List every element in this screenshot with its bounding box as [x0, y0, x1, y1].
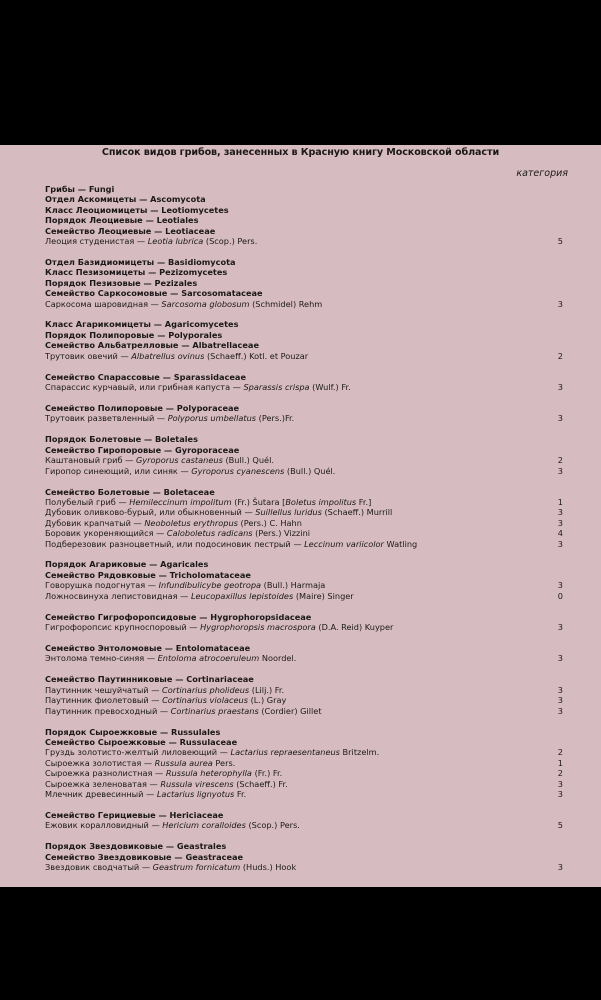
- species-name: Сыроежка разнолистная —: [45, 768, 166, 779]
- document-title: Список видов грибов, занесенных в Красную книгу Московской области: [101, 147, 500, 158]
- taxon-heading-text: Семейство Гигрофоропсидовые — Hygrophoropsidaceae: [45, 611, 312, 622]
- author-citation: (Schaeff.) Kotl. et Pouzar: [204, 350, 309, 361]
- taxon-heading-text: Порядок Агариковые — Agaricales: [45, 559, 209, 570]
- species-row: [45, 758, 563, 768]
- taxon-heading-text: Порядок Сыроежковые — Russulales: [45, 726, 221, 737]
- synonym-author: Fr.]: [356, 496, 372, 507]
- latin-name: Entoloma atrocoeruleum: [157, 653, 260, 664]
- species-row: [45, 747, 563, 757]
- category-value: 3: [557, 580, 563, 591]
- latin-name: Leccinum variicolor: [304, 538, 384, 549]
- latin-name: Polyporus umbellatus: [167, 413, 257, 424]
- category-value: 3: [557, 684, 563, 695]
- taxon-heading: [45, 257, 563, 267]
- species-row: [45, 497, 563, 507]
- author-citation: (L.) Gray: [247, 695, 287, 706]
- author-citation: Noordel.: [259, 653, 297, 664]
- species-name: Паутинник фиолетовый —: [45, 695, 163, 706]
- taxon-heading-text: Класс Пезизомицеты — Pezizomycetes: [45, 267, 228, 278]
- category-value: 1: [557, 757, 563, 768]
- species-row: [45, 779, 563, 789]
- latin-name: Sarcosoma globosum: [161, 298, 250, 309]
- species-row: [45, 299, 563, 309]
- taxon-heading: [45, 841, 563, 851]
- author-citation: Pers.: [212, 757, 236, 768]
- category-value: 3: [557, 788, 563, 799]
- category-value: 2: [557, 455, 563, 466]
- taxon-heading-text: Семейство Спарассовые — Sparassidaceae: [45, 371, 247, 382]
- category-value: 5: [557, 820, 563, 831]
- author-citation: (Cordier) Gillet: [258, 705, 322, 716]
- species-name: Подберезовик разноцветный, или подосиновик пестрый —: [45, 538, 305, 549]
- author-citation: (Wulf.) Fr.: [309, 382, 351, 393]
- latin-name: Albatrellus ovinus: [131, 350, 205, 361]
- category-column-header: категория: [516, 168, 568, 179]
- category-value: 2: [557, 768, 563, 779]
- category-value: 2: [557, 747, 563, 758]
- author-citation: (Lilj.) Fr.: [249, 684, 285, 695]
- taxon-heading: [45, 570, 563, 580]
- species-row: [45, 685, 563, 695]
- species-row: [45, 706, 563, 716]
- category-value: 3: [557, 622, 563, 633]
- category-value: 3: [557, 538, 563, 549]
- author-citation: (Pers.) Vizzini: [252, 528, 311, 539]
- category-value: 1: [557, 496, 563, 507]
- species-name: Млечник древесинный —: [45, 788, 157, 799]
- species-row: [45, 591, 563, 601]
- latin-name: Leotia lubrica: [147, 235, 204, 246]
- category-value: 3: [557, 705, 563, 716]
- species-list: [45, 184, 563, 883]
- author-citation: (Schaeff.) Fr.: [233, 778, 288, 789]
- latin-name: Hemileccinum impolitum: [129, 496, 232, 507]
- species-row: [45, 695, 563, 705]
- species-row: [45, 518, 563, 528]
- category-value: 3: [557, 778, 563, 789]
- species-name: Трутовик разветвленный —: [45, 413, 168, 424]
- species-name: Ежовик коралловидный —: [45, 820, 163, 831]
- taxon-group: [45, 403, 563, 424]
- species-name: Ложносвинуха лепистовидная —: [45, 590, 191, 601]
- species-row: [45, 382, 563, 392]
- author-citation: (Pers.) C. Hahn: [237, 517, 302, 528]
- taxon-heading-text: Семейство Паутинниковые — Cortinariaceae: [45, 674, 254, 685]
- species-name: Каштановый гриб —: [45, 455, 136, 466]
- taxon-heading: [45, 278, 563, 288]
- species-name: Говорушка подогнутая —: [45, 580, 159, 591]
- species-name: Груздь золотисто-желтый лиловеющий —: [45, 747, 231, 758]
- taxon-heading-text: Порядок Пезизовые — Pezizales: [45, 277, 198, 288]
- author-citation: (Maire) Singer: [293, 590, 354, 601]
- category-value: 3: [557, 695, 563, 706]
- taxon-group: [45, 810, 563, 831]
- species-row: [45, 236, 563, 246]
- category-value: 3: [557, 465, 563, 476]
- synonym-latin-name: Boletus impolitus: [285, 496, 357, 507]
- taxon-heading: [45, 487, 563, 497]
- taxon-heading: [45, 852, 563, 862]
- species-name: Дубовик оливково-бурый, или обыкновенный —: [45, 507, 256, 518]
- latin-name: Geastrum fornicatum: [152, 862, 241, 873]
- latin-name: Lactarius repraesentaneus: [230, 747, 340, 758]
- latin-name: Infundibulicybe geotropa: [158, 580, 262, 591]
- taxon-group: [45, 372, 563, 393]
- species-name: Сыроежка золотистая —: [45, 757, 155, 768]
- taxon-group: [45, 612, 563, 633]
- species-row: [45, 768, 563, 778]
- author-citation: (Pers.)Fr.: [256, 413, 295, 424]
- taxon-heading: [45, 674, 563, 684]
- latin-name: Russula heterophylla: [165, 768, 252, 779]
- author-citation: (Scop.) Pers.: [203, 235, 258, 246]
- author-citation: (Schaeff.) Murrill: [321, 507, 393, 518]
- category-value: 0: [557, 590, 563, 601]
- document-page: [0, 145, 601, 887]
- category-value: 3: [557, 507, 563, 518]
- author-citation: (Schmidel) Rehm: [249, 298, 323, 309]
- taxon-group: [45, 674, 563, 716]
- taxon-heading: [45, 184, 563, 194]
- taxon-group: [45, 559, 563, 601]
- species-row: [45, 580, 563, 590]
- author-citation: (Fr.) Šutara [: [231, 496, 286, 507]
- taxon-heading-text: Семейство Альбатрелловые — Albatrellaceae: [45, 340, 260, 351]
- species-row: [45, 789, 563, 799]
- taxon-heading-text: Семейство Рядовковые — Tricholomataceae: [45, 569, 251, 580]
- latin-name: Suillellus luridus: [255, 507, 322, 518]
- species-name: Сыроежка зеленоватая —: [45, 778, 161, 789]
- species-row: [45, 413, 563, 423]
- taxon-heading: [45, 737, 563, 747]
- latin-name: Hygrophoropsis macrospora: [200, 622, 316, 633]
- author-citation: (D.A. Reid) Kuyper: [315, 622, 394, 633]
- taxon-heading-text: Семейство Леоциевые — Leotiaceae: [45, 225, 216, 236]
- species-row: [45, 622, 563, 632]
- taxon-heading: [45, 288, 563, 298]
- species-row: [45, 653, 563, 663]
- taxon-heading-text: Отдел Аскомицеты — Ascomycota: [45, 194, 206, 205]
- taxon-heading-text: Семейство Сыроежковые — Russulaceae: [45, 736, 238, 747]
- taxon-heading-text: Порядок Леоциевые — Leotiales: [45, 215, 199, 226]
- taxon-heading: [45, 226, 563, 236]
- taxon-heading: [45, 319, 563, 329]
- latin-name: Hericium coralloides: [162, 820, 246, 831]
- author-citation: (Bull.) Quél.: [222, 455, 274, 466]
- category-value: 2: [557, 350, 563, 361]
- taxon-group: [45, 319, 563, 361]
- species-row: [45, 351, 563, 361]
- taxon-group: [45, 727, 563, 800]
- author-citation: (Bull.) Harmaja: [261, 580, 326, 591]
- latin-name: Caloboletus radicans: [166, 528, 253, 539]
- species-row: [45, 455, 563, 465]
- latin-name: Russula aurea: [154, 757, 213, 768]
- taxon-heading-text: Грибы — Fungi: [45, 184, 115, 194]
- taxon-heading-text: Порядок Звездовиковые — Geastrales: [45, 841, 227, 852]
- latin-name: Sparassis crispa: [243, 382, 310, 393]
- taxon-heading: [45, 330, 563, 340]
- taxon-heading: [45, 194, 563, 204]
- species-row: [45, 539, 563, 549]
- taxon-heading-text: Отдел Базидиомицеты — Basidiomycota: [45, 256, 236, 267]
- species-name: Леоция студенистая —: [45, 235, 148, 246]
- species-name: Гиропор синеющий, или синяк —: [45, 465, 192, 476]
- author-citation: (Scop.) Pers.: [245, 820, 300, 831]
- taxon-heading-text: Семейство Звездовиковые — Geastraceae: [45, 851, 244, 862]
- latin-name: Cortinarius praestans: [170, 705, 259, 716]
- taxon-heading: [45, 643, 563, 653]
- author-citation: (Bull.) Quél.: [284, 465, 336, 476]
- latin-name: Gyroporus cyanescens: [191, 465, 285, 476]
- taxon-group: [45, 257, 563, 309]
- taxon-heading: [45, 559, 563, 569]
- category-value: 3: [557, 862, 563, 873]
- taxon-group: [45, 841, 563, 872]
- species-row: [45, 507, 563, 517]
- author-citation: Britzelm.: [339, 747, 380, 758]
- species-name: Полубелый гриб —: [45, 496, 130, 507]
- taxon-heading-text: Порядок Болетовые — Boletales: [45, 434, 198, 445]
- latin-name: Gyroporus castaneus: [135, 455, 223, 466]
- latin-name: Cortinarius pholideus: [162, 684, 250, 695]
- latin-name: Neoboletus erythropus: [144, 517, 238, 528]
- taxon-heading: [45, 810, 563, 820]
- species-name: Паутинник превосходный —: [45, 705, 171, 716]
- category-value: 5: [557, 235, 563, 246]
- category-value: 3: [557, 298, 563, 309]
- species-name: Дубовик крапчатый —: [45, 517, 145, 528]
- taxon-heading-text: Семейство Полипоровые — Polyporaceae: [45, 403, 240, 414]
- taxon-heading-text: Семейство Энтоломовые — Entolomataceae: [45, 643, 251, 654]
- species-name: Саркосома шаровидная —: [45, 298, 162, 309]
- taxon-heading: [45, 215, 563, 225]
- species-row: [45, 528, 563, 538]
- species-name: Паутинник чешуйчатый —: [45, 684, 163, 695]
- species-name: Трутовик овечий —: [45, 350, 132, 361]
- category-value: 4: [557, 528, 563, 539]
- species-row: [45, 466, 563, 476]
- category-value: 3: [557, 517, 563, 528]
- latin-name: Lactarius lignyotus: [156, 788, 235, 799]
- category-value: 3: [557, 382, 563, 393]
- latin-name: Russula virescens: [160, 778, 234, 789]
- latin-name: Leucopaxillus lepistoides: [190, 590, 294, 601]
- taxon-heading-text: Семейство Саркосомовые — Sarcosomataceae: [45, 288, 263, 299]
- latin-name: Cortinarius violaceus: [162, 695, 248, 706]
- category-value: 3: [557, 653, 563, 664]
- category-value: 3: [557, 413, 563, 424]
- species-name: Боровик укореняющийся —: [45, 528, 167, 539]
- taxon-heading-text: Класс Агарикомицеты — Agaricomycetes: [45, 319, 239, 330]
- species-name: Звездовик сводчатый —: [45, 862, 153, 873]
- taxon-heading: [45, 267, 563, 277]
- species-name: Спарассис курчавый, или грибная капуста —: [45, 382, 244, 393]
- taxon-heading: [45, 445, 563, 455]
- taxon-heading: [45, 205, 563, 215]
- taxon-group: [45, 487, 563, 549]
- author-citation: (Fr.) Fr.: [251, 768, 283, 779]
- taxon-heading-text: Семейство Гиропоровые — Gyroporaceae: [45, 444, 240, 455]
- taxon-heading: [45, 727, 563, 737]
- taxon-heading: [45, 403, 563, 413]
- species-row: [45, 862, 563, 872]
- taxon-group: [45, 643, 563, 664]
- taxon-heading-text: Семейство Болетовые — Boletaceae: [45, 486, 215, 497]
- taxon-heading: [45, 372, 563, 382]
- taxon-heading: [45, 434, 563, 444]
- species-row: [45, 820, 563, 830]
- author-citation: Watling: [383, 538, 418, 549]
- taxon-group: [45, 184, 563, 246]
- author-citation: (Huds.) Hook: [240, 862, 297, 873]
- taxon-group: [45, 434, 563, 476]
- taxon-heading-text: Порядок Полипоровые — Polyporales: [45, 329, 223, 340]
- taxon-heading-text: Семейство Герициевые — Hericiaceae: [45, 809, 224, 820]
- taxon-heading: [45, 612, 563, 622]
- species-name: Гигрофоропсис крупноспоровый —: [45, 622, 201, 633]
- author-citation: Fr.: [234, 788, 247, 799]
- species-name: Энтолома темно-синяя —: [45, 653, 158, 664]
- taxon-heading: [45, 340, 563, 350]
- taxon-heading-text: Класс Леоциомицеты — Leotiomycetes: [45, 204, 229, 215]
